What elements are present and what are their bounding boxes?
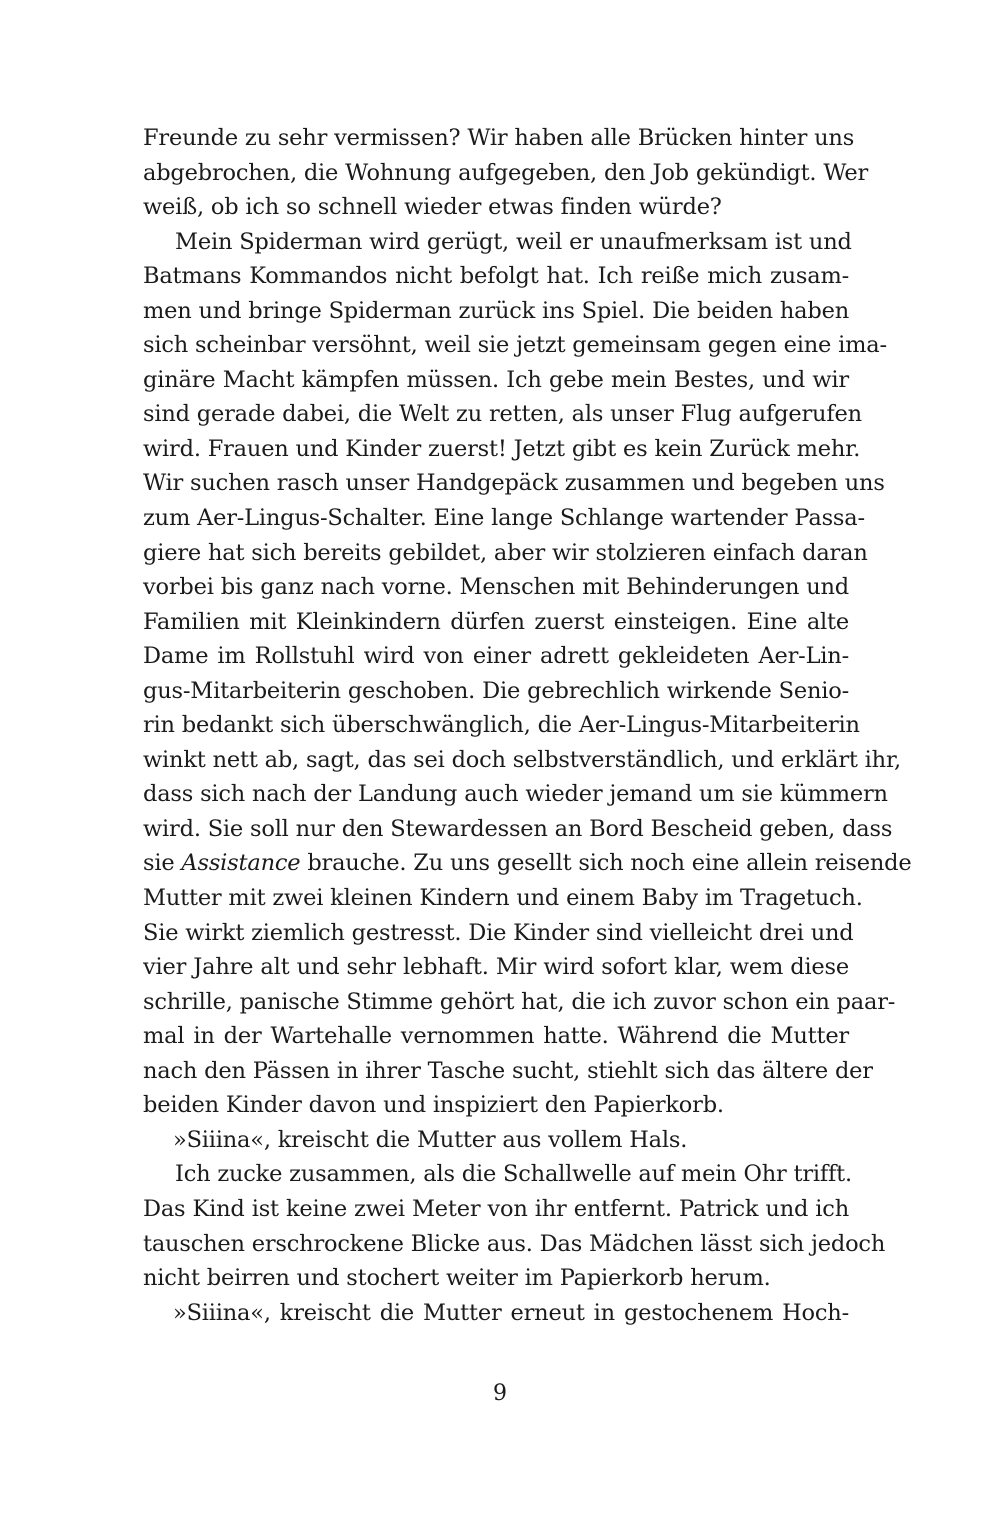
- text-line: Familien mit Kleinkindern dürfen zuerst einsteigen. Eine alte: [143, 608, 849, 635]
- text-line: »Siiina«, kreischt die Mutter erneut in gestochenem Hoch-: [173, 1299, 849, 1326]
- text-line: vorbei bis ganz nach vorne. Menschen mit Behinderungen und: [143, 574, 849, 601]
- text-line: Wir suchen rasch unser Handgepäck zusammen und begeben uns: [143, 470, 885, 497]
- text-segment: sie: [143, 850, 182, 877]
- text-line: gus-Mitarbeiterin geschoben. Die gebrechlich wirkende Senio-: [143, 677, 849, 704]
- text-line: »Siiina«, kreischt die Mutter aus vollem Hals.: [173, 1126, 688, 1153]
- text-line: Ich zucke zusammen, als die Schallwelle auf mein Ohr trifft.: [175, 1161, 852, 1188]
- text-segment: brauche. Zu uns gesellt sich noch eine allein reisende: [300, 850, 912, 877]
- text-line: mal in der Wartehalle vernommen hatte. Während die Mutter: [143, 1023, 849, 1050]
- text-line: Mein Spiderman wird gerügt, weil er unaufmerksam ist und: [175, 228, 852, 255]
- text-line: abgebrochen, die Wohnung aufgegeben, den Job gekündigt. Wer: [143, 159, 869, 186]
- body-text: [143, 121, 912, 1330]
- text-line: weiß, ob ich so schnell wieder etwas finden würde?: [143, 194, 722, 221]
- text-line: wird. Frauen und Kinder zuerst! Jetzt gibt es kein Zurück mehr.: [143, 435, 861, 462]
- text-line: Sie wirkt ziemlich gestresst. Die Kinder sind vielleicht drei und: [143, 919, 854, 946]
- italic-term: Assistance: [181, 850, 301, 877]
- text-line: Freunde zu sehr vermissen? Wir haben alle Brücken hinter uns: [143, 125, 855, 151]
- text-line: nicht beirren und stochert weiter im Papierkorb herum.: [143, 1265, 771, 1292]
- text-line: rin bedankt sich überschwänglich, die Aer-Lingus-Mitarbeiterin: [143, 712, 860, 739]
- text-line: beiden Kinder davon und inspiziert den Papierkorb.: [143, 1092, 724, 1119]
- text-line-with-italic: [143, 846, 912, 881]
- text-line: sind gerade dabei, die Welt zu retten, als unser Flug aufgerufen: [143, 401, 862, 428]
- text-line: wird. Sie soll nur den Stewardessen an Bord Bescheid geben, dass: [143, 815, 893, 842]
- text-line: sich scheinbar versöhnt, weil sie jetzt gemeinsam gegen eine ima-: [143, 332, 887, 359]
- text-line: dass sich nach der Landung auch wieder jemand um sie kümmern: [143, 781, 888, 808]
- text-line: tauschen erschrockene Blicke aus. Das Mädchen lässt sich jedoch: [143, 1230, 886, 1257]
- text-line: Das Kind ist keine zwei Meter von ihr entfernt. Patrick und ich: [143, 1195, 849, 1222]
- text-line: schrille, panische Stimme gehört hat, die ich zuvor schon ein paar-: [143, 988, 896, 1015]
- text-line: Mutter mit zwei kleinen Kindern und einem Baby im Tragetuch.: [143, 885, 863, 912]
- text-line: vier Jahre alt und sehr lebhaft. Mir wird sofort klar, wem diese: [143, 954, 849, 981]
- text-line: Dame im Rollstuhl wird von einer adrett gekleideten Aer-Lin-: [143, 643, 849, 670]
- text-line: ginäre Macht kämpfen müssen. Ich gebe mein Bestes, und wir: [143, 366, 849, 393]
- page-number: 9: [493, 1381, 507, 1406]
- text-line: men und bringe Spiderman zurück ins Spiel. Die beiden haben: [143, 297, 849, 324]
- text-line: Batmans Kommandos nicht befolgt hat. Ich reiße mich zusam-: [143, 263, 849, 290]
- text-line: winkt nett ab, sagt, das sei doch selbstverständlich, und erklärt ihr,: [143, 746, 902, 773]
- text-line: zum Aer-Lingus-Schalter. Eine lange Schlange wartender Passa-: [143, 505, 865, 532]
- text-line: giere hat sich bereits gebildet, aber wir stolzieren einfach daran: [143, 539, 868, 566]
- text-line: nach den Pässen in ihrer Tasche sucht, stiehlt sich das ältere der: [143, 1057, 873, 1084]
